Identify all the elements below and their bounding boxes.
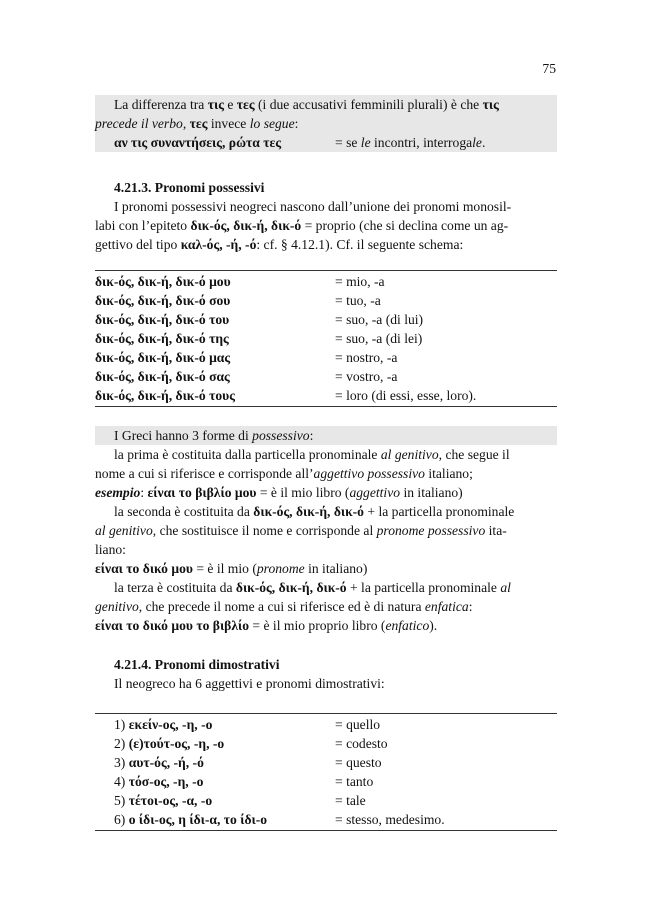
table-row: δικ-ός, δικ-ή, δικ-ό μας = nostro, -a	[95, 350, 398, 365]
page-number: 75	[542, 61, 556, 76]
example-greek: αν τις συναντήσεις, ρώτα τες	[114, 135, 282, 150]
table-row: 6) ο ίδι-ος, η ίδι-α, το ίδι-ο = stesso, medesimo.	[114, 812, 445, 827]
example-translation: = se le incontri, interrogale.	[335, 135, 486, 150]
demonstrative-table	[95, 715, 557, 829]
example-line: esempio: είναι το βιβλίο μου = è il mio libro (aggettivo in italiano)	[95, 485, 463, 500]
section-possessivi	[95, 178, 557, 254]
table-row: 5) τέτοι-ος, -α, -ο = tale	[114, 793, 366, 808]
paragraph-line: la prima è costituita dalla particella pronominale al genitivo, che segue il	[114, 447, 510, 462]
paragraph-line: la seconda è costituita da δικ-ός, δικ-ή, δικ-ό + la particella pronominale	[114, 504, 515, 519]
table-row: δικ-ός, δικ-ή, δικ-ό μου = mio, -a	[95, 274, 385, 289]
table-row: 3) αυτ-ός, -ή, -ό = questo	[114, 755, 382, 770]
section-dimostrativi	[95, 655, 557, 693]
table-row: δικ-ός, δικ-ή, δικ-ό τους = loro (di essi, esse, loro).	[95, 388, 477, 403]
table-row: δικ-ός, δικ-ή, δικ-ό του = suo, -a (di lui)	[95, 312, 424, 327]
intro-line-2: precede il verbo, τες invece lo segue:	[95, 116, 299, 131]
intro-line-1: La differenza tra τις e τες (i due accusativi femminili plurali) è che τις	[114, 97, 499, 112]
table-row: δικ-ός, δικ-ή, δικ-ό της = suo, -a (di lei)	[95, 331, 423, 346]
section-heading: 4.21.4. Pronomi dimostrativi	[114, 657, 280, 672]
section-heading: 4.21.3. Pronomi possessivi	[114, 180, 265, 195]
forms-description	[95, 445, 557, 635]
table-row: 1) εκείν-ος, -η, -ο = quello	[114, 717, 381, 732]
example-line: είναι το δικό μου το βιβλίο = è il mio proprio libro (enfatico).	[95, 618, 438, 633]
intro-example	[95, 133, 557, 152]
table-row: 4) τόσ-ος, -η, -ο = tanto	[114, 774, 374, 789]
intro-note	[95, 95, 557, 152]
paragraph-line: genitivo, che precede il nome a cui si riferisce ed è di natura enfatica:	[95, 599, 473, 614]
paragraph-line: Il neogreco ha 6 aggettivi e pronomi dimostrativi:	[114, 676, 385, 691]
paragraph-line: al genitivo, che sostituisce il nome e corrisponde al pronome possessivo ita-	[95, 523, 507, 538]
table-row: 2) (ε)τούτ-ος, -η, -ο = codesto	[114, 736, 388, 751]
possessive-table	[95, 272, 557, 405]
table-row: δικ-ός, δικ-ή, δικ-ό σου = tuo, -a	[95, 293, 381, 308]
paragraph-line: I pronomi possessivi neogreci nascono dall’unione dei pronomi monosil-	[114, 199, 512, 214]
table-row: δικ-ός, δικ-ή, δικ-ό σας = vostro, -a	[95, 369, 398, 384]
table-bottom-rule	[95, 830, 557, 831]
table-top-rule	[95, 713, 557, 714]
forms-intro: I Greci hanno 3 forme di possessivo:	[95, 426, 557, 445]
paragraph-line: gettivo del tipo καλ-ός, -ή, -ό: cf. § 4.12.1). Cf. il seguente schema:	[95, 237, 464, 252]
paragraph-line: la terza è costituita da δικ-ός, δικ-ή, δικ-ό + la particella pronominale al	[114, 580, 511, 595]
table-top-rule	[95, 270, 557, 271]
paragraph-line: nome a cui si riferisce e corrisponde all’aggettivo possessivo italiano;	[95, 466, 473, 481]
paragraph-line: liano:	[95, 542, 126, 557]
example-line: είναι το δικό μου = è il mio (pronome in italiano)	[95, 561, 368, 576]
table-bottom-rule	[95, 406, 557, 407]
paragraph-line: labi con l’epiteto δικ-ός, δικ-ή, δικ-ό = proprio (che si declina come un ag-	[95, 218, 509, 233]
